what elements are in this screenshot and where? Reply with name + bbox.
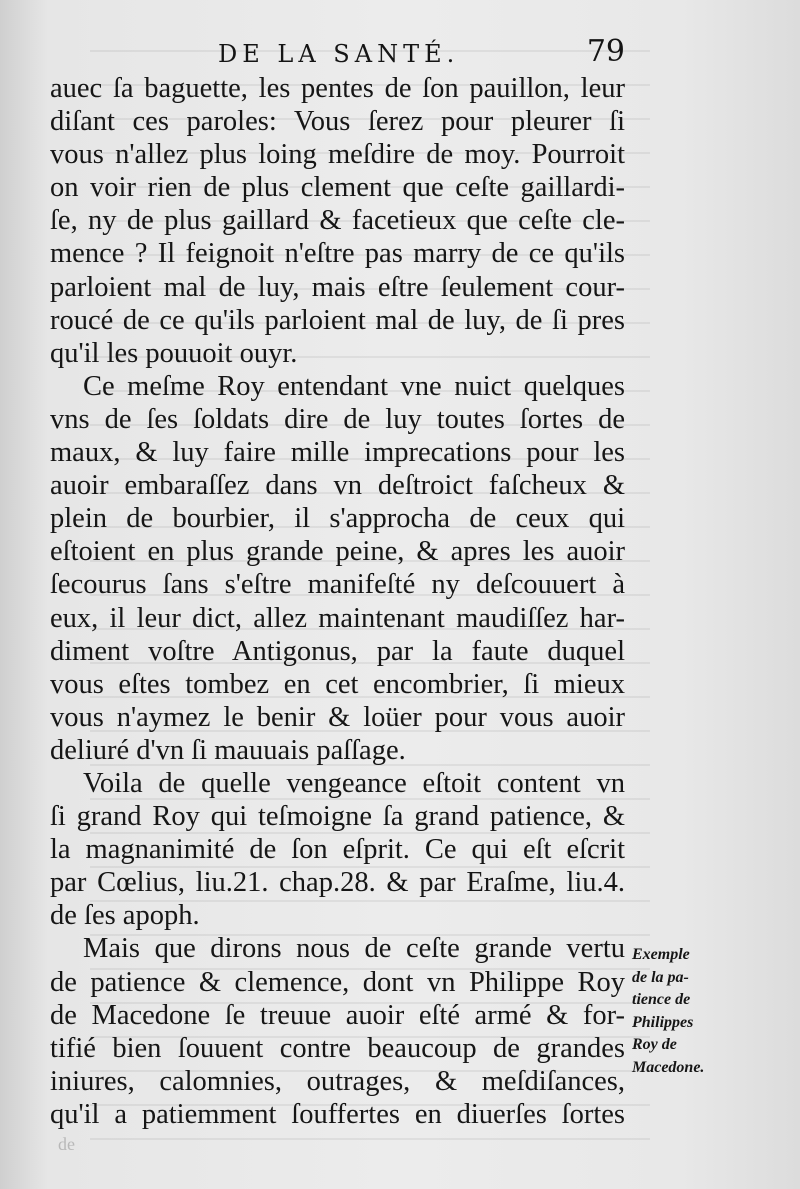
text-line: diment voſtre Antigonus, par la faute duquel <box>50 635 625 667</box>
paragraph-1 <box>50 72 625 370</box>
text-line: Voila de quelle vengeance eſtoit content vn <box>83 767 625 799</box>
text-line: qu'il a patiemment ſouffertes en diuerſes ſortes <box>50 1098 625 1130</box>
text-line: diſant ces paroles: Vous ſerez pour pleurer ſi <box>50 106 625 138</box>
paragraph-2 <box>50 370 625 767</box>
text-line: auoir embaraſſez dans vn deſtroict faſcheux & <box>50 470 625 502</box>
text-line: mence ? Il feignoit n'eſtre pas marry de ce qu'ils <box>50 238 625 270</box>
catchword: de <box>58 1134 75 1154</box>
text-line: tifié bien ſouuent contre beaucoup de grandes <box>50 1032 625 1064</box>
text-line: ſi grand Roy qui teſmoigne ſa grand patience, & <box>50 801 625 833</box>
text-line: Ce meſme Roy entendant vne nuict quelques <box>83 370 625 402</box>
text-line: vous eſtes tombez en cet encombrier, ſi mieux <box>50 668 625 700</box>
text-line: eux, il leur dict, allez maintenant maudiſſez har- <box>50 602 625 634</box>
text-line: vous n'aymez le benir & loüer pour vous auoir <box>50 701 625 733</box>
text-line: on voir rien de plus clement que ceſte gaillardi- <box>50 172 625 204</box>
text-line: vns de ſes ſoldats dire de luy toutes ſortes de <box>50 403 625 435</box>
body-text <box>50 72 625 1131</box>
page-header <box>50 34 625 74</box>
text-line: iniures, calomnies, outrages, & meſdiſances, <box>50 1065 625 1097</box>
text-line: auec ſa baguette, les pentes de ſon pauillon, leur <box>50 73 625 104</box>
text-line: roucé de ce qu'ils parloient mal de luy, de ſi pres <box>50 304 625 336</box>
text-line: la magnanimité de ſon eſprit. Ce qui eſt eſcrit <box>50 834 625 866</box>
text-line: de Macedone ſe treuue auoir eſté armé & for- <box>50 999 625 1031</box>
text-line: maux, & luy faire mille imprecations pour les <box>50 437 625 469</box>
paragraph-3 <box>50 767 625 932</box>
marginal-note-line: Roy de <box>632 1036 677 1053</box>
text-line: plein de bourbier, il s'approcha de ceux qui <box>50 503 625 535</box>
marginal-note-line: Philippes <box>632 1013 694 1031</box>
marginal-note-line: Macedone. <box>632 1058 705 1076</box>
text-line: eſtoient en plus grande peine, & apres les auoir <box>50 536 625 568</box>
paragraph-4 <box>50 932 625 1131</box>
text-line: de patience & clemence, dont vn Philippe Roy <box>50 966 625 998</box>
text-line: Mais que dirons nous de ceſte grande vertu <box>83 933 625 965</box>
text-line: vous n'allez plus loing meſdire de moy. Pourroit <box>50 139 625 171</box>
running-title: DE LA SANTÉ. <box>218 40 460 68</box>
page-number: 79 <box>586 34 625 69</box>
text-line: qu'il les pouuoit ouyr. <box>50 337 298 369</box>
text-line: ſe, ny de plus gaillard & facetieux que ceſte cle- <box>50 205 625 237</box>
text-line: par Cœlius, liu.21. chap.28. & par Eraſme, liu.4. <box>50 867 625 899</box>
text-line: deliuré d'vn ſi mauuais paſſage. <box>50 734 406 766</box>
text-line: parloient mal de luy, mais eſtre ſeulement cour- <box>50 271 625 303</box>
marginal-note-line: Exemple <box>632 946 690 963</box>
marginal-note-line: tience de <box>632 991 691 1008</box>
text-line: de ſes apoph. <box>50 900 200 932</box>
marginal-note-line: de la pa- <box>632 968 689 986</box>
marginal-note <box>632 944 744 1079</box>
text-line: ſecourus ſans s'eſtre manifeſté ny deſcouuert à <box>50 569 625 601</box>
